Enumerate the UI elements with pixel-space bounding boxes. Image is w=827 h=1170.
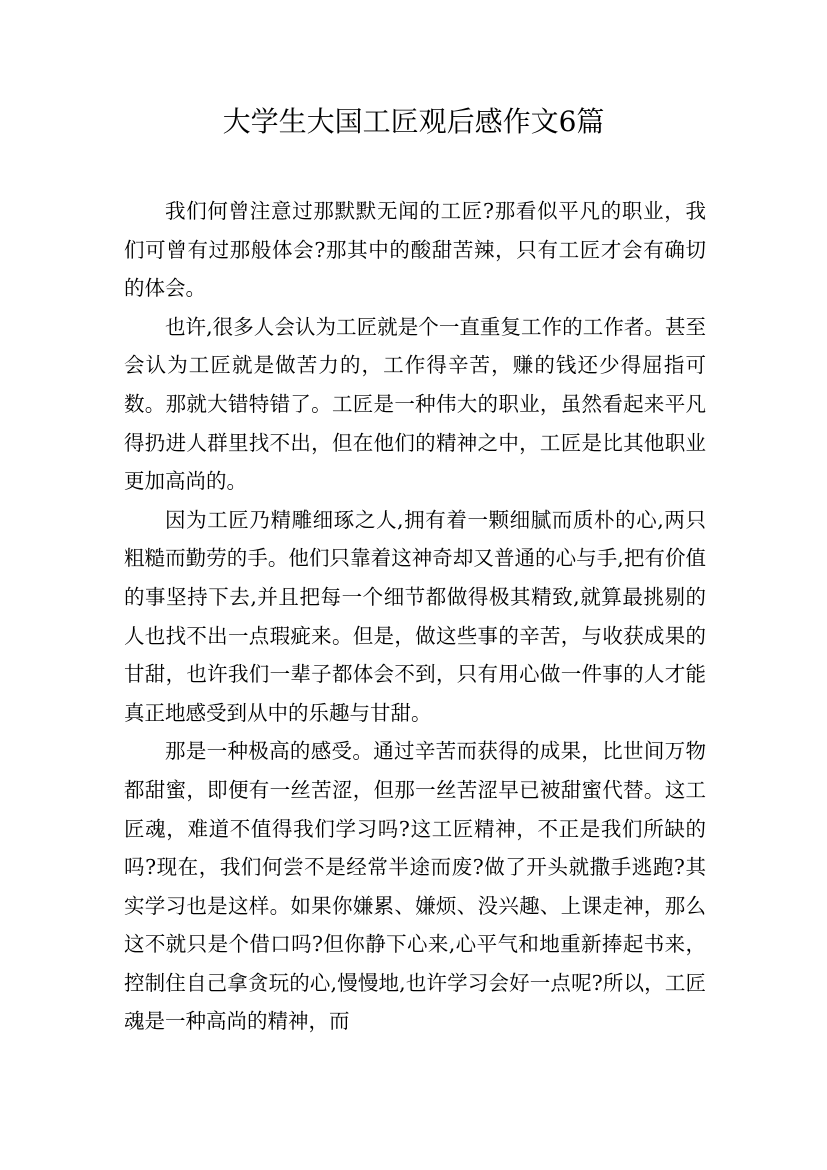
paragraph: 那是一种极高的感受。通过辛苦而获得的成果，比世间万物都甜蜜，即便有一丝苦涩，但那一丝苦涩早已被甜蜜代替。这工匠魂，难道不值得我们学习吗?这工匠精神，不正是我们所缺的吗?现在，我们何尝不是经常半途而废?做了开头就撒手逃跑?其实学习也是这样。如果你嫌累、嫌烦、没兴趣、上课走神，那么这不就只是个借口吗?但你静下心来,心平气和地重新捧起书来，控制住自己拿贪玩的心,慢慢地,也许学习会好一点呢?所以，工匠魂是一种高尚的精神，而: [124, 739, 706, 1034]
paragraph: 因为工匠乃精雕细琢之人,拥有着一颗细腻而质朴的心,两只粗糙而勤劳的手。他们只靠着这神奇却又普通的心与手,把有价值的事坚持下去,并且把每一个细节都做得极其精致,就算最挑剔的人也找不出一点瑕疵来。但是，做这些事的辛苦，与收获成果的甘甜，也许我们一辈子都体会不到，只有用心做一件事的人才能真正地感受到从中的乐趣与甘甜。: [124, 507, 706, 725]
paragraph: 我们何曾注意过那默默无闻的工匠?那看似平凡的职业，我们可曾有过那般体会?那其中的酸甜苦辣，只有工匠才会有确切的体会。: [124, 199, 706, 301]
paragraph: 也许,很多人会认为工匠就是个一直重复工作的工作者。甚至会认为工匠就是做苦力的，工作得辛苦，赚的钱还少得屈指可数。那就大错特错了。工匠是一种伟大的职业，虽然看起来平凡得扔进人群里找不出，但在他们的精神之中，工匠是比其他职业更加高尚的。: [124, 314, 706, 494]
document-title: 大学生大国工匠观后感作文6篇: [222, 105, 605, 138]
document-body: [124, 192, 706, 1041]
